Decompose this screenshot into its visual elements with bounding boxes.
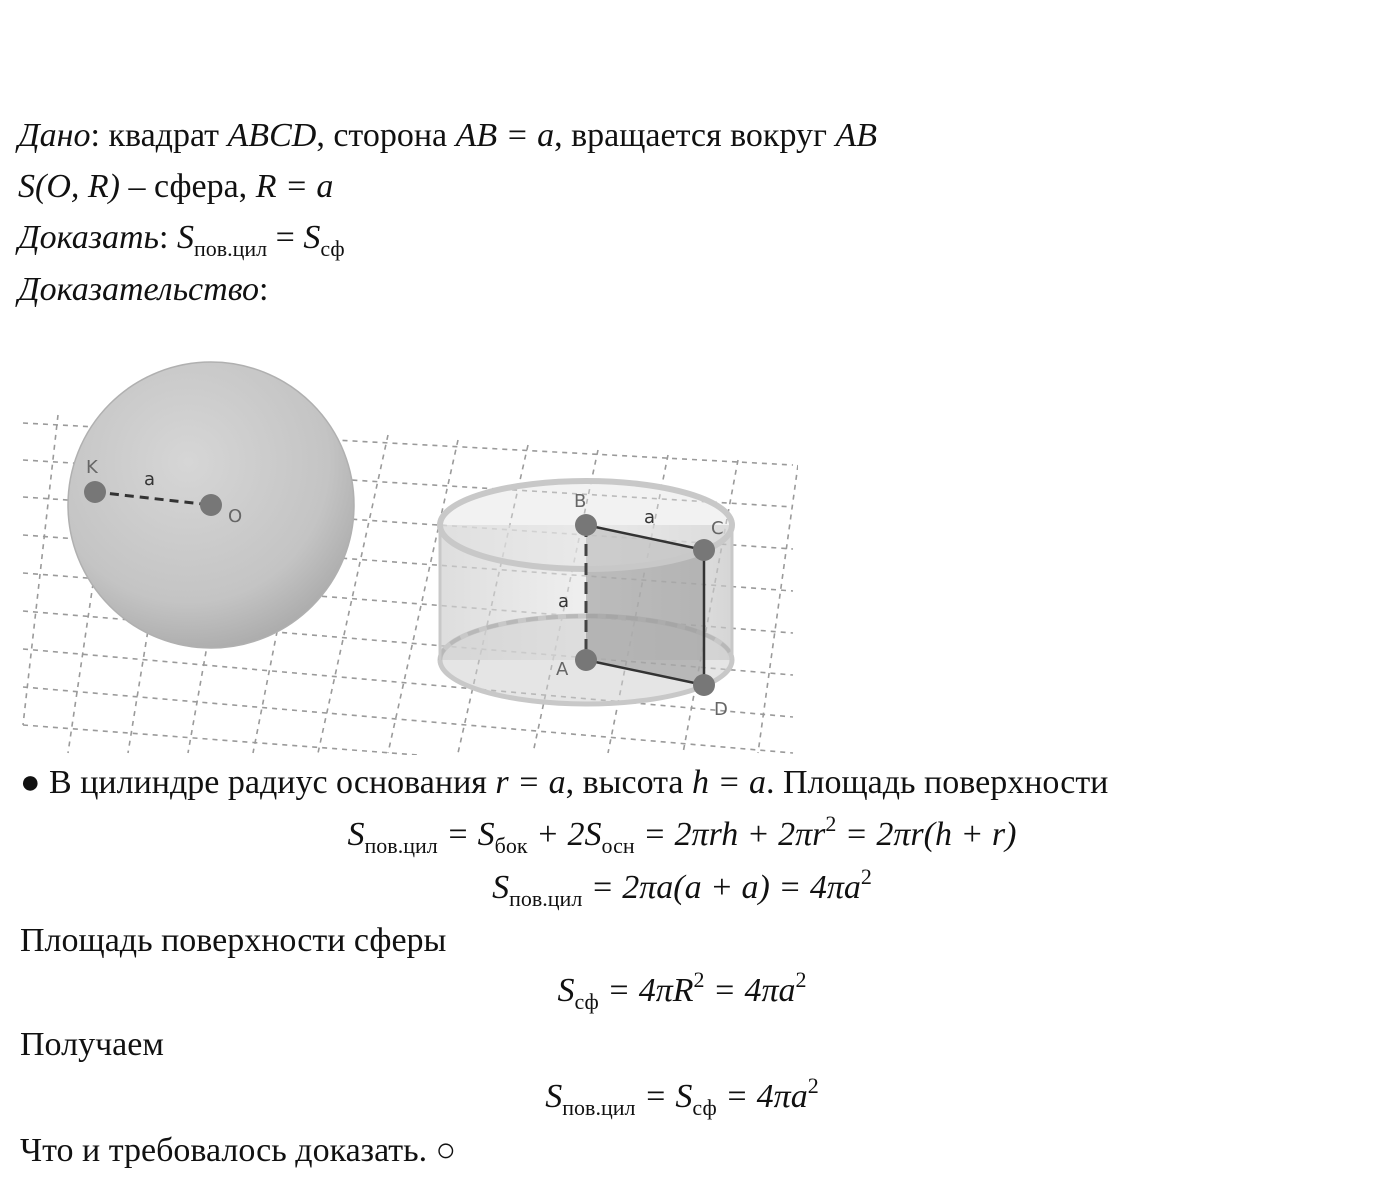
eq3-p1: = 4πR (598, 972, 694, 1009)
eq1-sup1: 2 (825, 811, 837, 836)
proof-colon: : (259, 271, 269, 308)
point-c (693, 539, 715, 561)
qed-line: Что и требовалось доказать. ○ (20, 1132, 457, 1169)
given-word: Дано (18, 117, 91, 154)
eq4-s: S (545, 1078, 563, 1115)
point-a (575, 649, 597, 671)
point-b (575, 514, 597, 536)
bullet-r-eq: r = a (495, 764, 566, 801)
eq1-p4: = 2πr(h + r) (836, 816, 1017, 853)
label-a-side: a (558, 591, 570, 612)
sphere-notation: S(O, R) (18, 168, 120, 205)
prove-eq: = (267, 219, 304, 256)
eq3-sup2: 2 (795, 967, 807, 992)
sphere-radius-eq: R = a (255, 168, 334, 205)
eq4-sub1: пов.цил (562, 1095, 636, 1120)
given-text2: , сторона (316, 117, 456, 154)
bullet-line (20, 763, 1108, 803)
get-line: Получаем (20, 1026, 164, 1063)
point-o (200, 494, 222, 516)
eq2-sup1: 2 (860, 864, 872, 889)
given-ab-eq: AB = a (455, 117, 555, 154)
geometry-figure (18, 355, 798, 755)
label-a-sphere: a (144, 469, 156, 490)
label-c: C (711, 518, 724, 539)
label-o: O (228, 506, 243, 527)
eq3-s: S (557, 972, 575, 1009)
eq3-sub1: сф (574, 989, 599, 1014)
bullet-text3: . Площадь поверхности (765, 764, 1109, 801)
equation-3 (0, 967, 1364, 1014)
eq3-p2: = 4πa (704, 972, 796, 1009)
label-a-top: a (644, 507, 656, 528)
given-text1: : квадрат (90, 117, 228, 154)
eq3-sup1: 2 (693, 967, 705, 992)
cylinder (440, 481, 732, 704)
eq4-sup1: 2 (807, 1073, 819, 1098)
prove-line (18, 218, 345, 261)
label-b: B (574, 491, 587, 512)
eq1-sub1: пов.цил (364, 833, 438, 858)
label-k: K (86, 457, 98, 478)
eq1-s: S (347, 816, 365, 853)
eq1-sub2: бок (494, 833, 528, 858)
sphere-text: – сфера, (119, 168, 256, 205)
label-d: D (714, 699, 728, 720)
prove-colon: : (158, 219, 177, 256)
eq2-s: S (492, 869, 510, 906)
bullet-text2: , высота (565, 764, 692, 801)
bullet-mark: ● (20, 764, 41, 801)
prove-s1: S (176, 219, 194, 256)
given-abcd: ABCD (227, 117, 317, 154)
proof-word: Доказательство (18, 271, 260, 308)
given-line (18, 116, 877, 156)
eq2-p1: = 2πa(a + a) = 4πa (582, 869, 861, 906)
prove-s2: S (303, 219, 321, 256)
point-d (693, 674, 715, 696)
prove-sub2: сф (320, 236, 345, 261)
eq2-sub1: пов.цил (509, 886, 583, 911)
sphere-area-line: Площадь поверхности сферы (20, 922, 447, 959)
equation-1 (0, 811, 1364, 858)
bullet-h-eq: h = a (692, 764, 766, 801)
prove-word: Доказать (18, 219, 159, 256)
given-ab: AB (835, 117, 877, 154)
proof-line (18, 270, 268, 310)
bullet-text1: В цилиндре радиус основания (40, 764, 496, 801)
eq4-p1: = S (635, 1078, 693, 1115)
label-a: A (556, 659, 569, 680)
equation-2 (0, 864, 1364, 911)
point-k (84, 481, 106, 503)
sphere-given-line (18, 167, 333, 207)
eq1-p1: = S (437, 816, 495, 853)
eq4-p2: = 4πa (716, 1078, 808, 1115)
prove-sub1: пов.цил (193, 236, 268, 261)
eq1-sub3: осн (601, 833, 635, 858)
eq1-p2: + 2S (527, 816, 602, 853)
eq4-sub2: сф (692, 1095, 717, 1120)
given-text3: , вращается вокруг (554, 117, 836, 154)
eq1-p3: = 2πrh + 2πr (634, 816, 826, 853)
equation-4 (0, 1073, 1364, 1120)
